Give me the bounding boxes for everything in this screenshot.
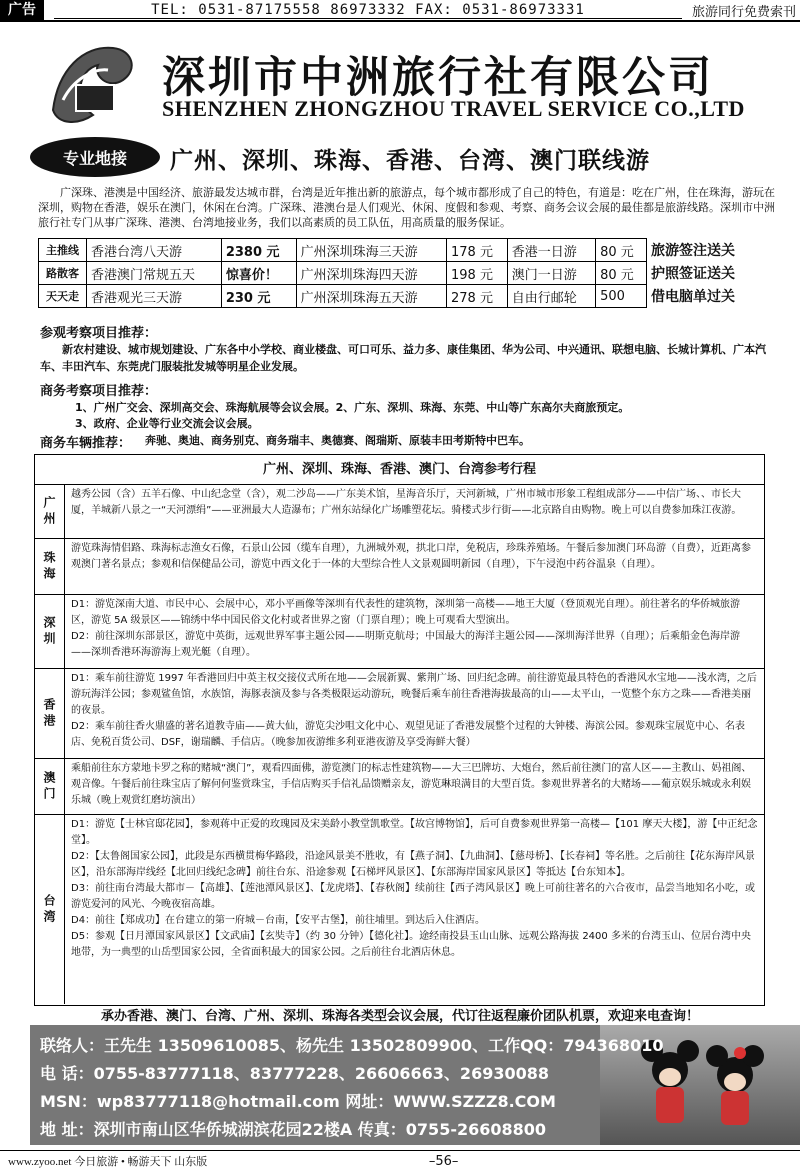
- contact-address: 地 址：深圳市南山区华侨城湖滨花园22楼A 传真：0755-26608800: [40, 1120, 547, 1139]
- itinerary-row-guangzhou: [35, 485, 764, 539]
- itinerary-row-shenzhen: [35, 595, 764, 669]
- tour-price: 惊喜价！: [221, 262, 296, 285]
- tour-price: 500: [596, 285, 647, 308]
- header-right-text: 旅游同行免费索刊: [691, 4, 796, 20]
- service-label: 借电脑单过关: [651, 289, 735, 305]
- itinerary-line: D1：乘车前往游览 1997 年香港回归中英主权交接仪式所在地——会展新翼、紫荆广场、回归纪念碑。前往游览最具特色的香港风水宝地——浅水湾，之后游玩海洋公园；参观鲨鱼馆，水族馆，海豚表演及参与各类极限运动游玩，晚餐后乘车前往香港海拔最高的山——太平山，一览整个东方之珠——香港美丽的夜景。: [71, 673, 757, 716]
- table-row: [39, 239, 758, 262]
- tour-price: 198 元: [447, 262, 508, 285]
- itinerary-line: D3：前往南台湾最大都市－【高雄】、【莲池潭风景区】、【龙虎塔】、【春秋阁】续前往【西子湾风景区】晚上可前往著名的六合夜市，品尝当地知名小吃，或游览爱河的风光、今晚夜宿高雄。: [71, 883, 756, 910]
- itinerary-row-zhuhai: [35, 539, 764, 595]
- tour-price: 278 元: [447, 285, 508, 308]
- tour-price: 178 元: [447, 239, 508, 262]
- city-label: 台湾: [35, 815, 65, 1004]
- itinerary-line: D2：乘车前往香火鼎盛的著名道教寺庙——黄大仙，游览尖沙咀文化中心、观望见证了香港发展整个过程的大钟楼、海滨公园。参观珠宝展览中心、名表店、免税百货公司、DSF，谢瑞麟、手信店。（晚参加夜游维多利亚港夜游及享受海鲜大餐）: [71, 721, 746, 748]
- page-number: –56–: [428, 1153, 459, 1169]
- tour-name: 广州深圳珠海五天游: [296, 285, 446, 308]
- tour-name: 香港台湾八天游: [87, 239, 222, 262]
- contact-msn-web: MSN：wp83777118@hotmail.com 网址：WWW.SZZZ8.COM: [40, 1092, 556, 1111]
- row-side-label: 天天走: [39, 285, 87, 308]
- table-row: [39, 285, 758, 308]
- tour-name: 广州深圳珠海三天游: [296, 239, 446, 262]
- vehicles-body: 奔驰、奥迪、商务别克、商务瑞丰、奥德赛、阁瑞斯、原装丰田考斯特中巴车。: [145, 434, 530, 447]
- header-contact: TEL: 0531-87175558 86973332 FAX: 0531-86973331: [54, 2, 682, 19]
- price-table: [38, 238, 758, 308]
- itinerary-desc: [65, 485, 764, 538]
- table-row: [39, 262, 758, 285]
- contact-panel: [30, 1025, 800, 1145]
- intro-paragraph: 广深珠、港澳是中国经济、旅游最发达城市群，台湾是近年推出新的旅游点，每个城市都形成了自己的特色，有道是：吃在广州，住在珠海，游玩在深圳，购物在香港，娱乐在澳门，休闲在台湾。广深珠、港澳台是人们观光、休闲、度假和参观、考察、商务会议会展的最佳都是旅游线路。深圳市中洲旅行社专门从事广深珠、港澳、台湾地接业务，我们以高素质的员工队伍，用高质量的服务保证。: [38, 186, 775, 229]
- footer: [0, 1150, 800, 1171]
- route-title: 广州、深圳、珠海、香港、台湾、澳门联线游: [170, 148, 650, 174]
- itinerary-box: [34, 454, 765, 1006]
- business-line-2: 3、政府、企业等行业交流会议会展。: [75, 417, 259, 430]
- itinerary-line: D2：【太鲁阁国家公园】，此段是东西横贯梅华路段，沿途风景美不胜收，有【燕子洞】、【九曲洞】、【慈母桥】、【长春祠】等名胜。之后前往【花东海岸风景区】，沿东部海岸线经【北回归线纪念碑】前往台东、沿途参观【石梯坪风景区】、【东部海岸国家风景区】等抵达【台东知本】。: [71, 851, 756, 878]
- tour-price: 80 元: [596, 239, 647, 262]
- tour-price: 2380 元: [221, 239, 296, 262]
- tour-price: 230 元: [221, 285, 296, 308]
- service-label: 护照签证送关: [651, 266, 735, 282]
- itinerary-title: 广州、深圳、珠海、香港、澳门、台湾参考行程: [35, 455, 764, 485]
- city-label: 香港: [35, 669, 65, 758]
- itinerary-line: 越秀公园（含）五羊石像、中山纪念堂（含），观二沙岛——广东美术馆，星海音乐厅，天河新城，广州市城市形象工程组成部分——中信广场、、市长大厦，羊城新八景之一“天河漂绢”——亚洲最大人造瀑布；广州东站绿化广场雕塑花坛。骑楼式步行街——北京路自由购物。晚上可以自费参加珠江夜游。: [71, 489, 742, 516]
- tour-name: 广州深圳珠海四天游: [296, 262, 446, 285]
- services-note: 承办香港、澳门、台湾、广州、深圳、珠海各类型会议会展，代订往返程廉价团队机票，欢迎来电查询！: [100, 1009, 699, 1024]
- itinerary-line: D1：游览深南大道、市民中心、会展中心，邓小平画像等深圳有代表性的建筑物，深圳第一高楼——地王大厦（登顶观光自理）。前往著名的华侨城旅游区，游览 5A 级景区——锦绣中华中国民俗文化村或者世界之窗（门票自理）；晚上可观看大型演出。: [71, 599, 741, 626]
- city-label: 珠海: [35, 539, 65, 594]
- specialty-badge: 专业地接: [30, 137, 160, 177]
- tour-price: 80 元: [596, 262, 647, 285]
- itinerary-desc: [65, 759, 764, 814]
- dragon-logo-icon: [38, 30, 148, 140]
- service-label: 旅游签注送关: [651, 243, 735, 259]
- itinerary-row-hongkong: [35, 669, 764, 759]
- company-name-cn: 深圳市中洲旅行社有限公司: [162, 53, 714, 103]
- business-heading: 商务考察项目推荐：: [40, 384, 158, 399]
- itinerary-row-macau: [35, 759, 764, 815]
- company-logo: [38, 30, 148, 140]
- tour-name: 香港观光三天游: [87, 285, 222, 308]
- itinerary-desc: [65, 595, 764, 668]
- itinerary-line: 乘船前往东方蒙地卡罗之称的赌城“澳门”，观看四面佛，游览澳门的标志性建筑物——大三巴牌坊、大炮台，然后前往澳门的富人区——主教山、妈祖阁、观音像。午餐后前往珠宝店了解何何鉴赏珠宝，手信店购买手信礼品馈赠亲友，游览琳琅满目的大型百货。参观世界著名的大赌场——葡京娱乐城或永利娱乐城（晚上观赏红磨坊演出）: [71, 763, 752, 806]
- ad-tag: 广告: [0, 0, 44, 20]
- tour-name: 澳门一日游: [507, 262, 595, 285]
- itinerary-desc: [65, 539, 764, 594]
- itinerary-line: D4：前往【郑成功】在台建立的第一府城－台南，【安平古堡】，前往埔里。到达后入住酒店。: [71, 915, 486, 926]
- itinerary-line: D2：前往深圳东部景区，游览中英街，远观世界军事主题公园——明斯克航母；中国最大的海洋主题公园——深圳海洋世界（自理）；后乘船金色海岸游——深圳香港环海游海上观光艇（自理）。: [71, 631, 741, 658]
- itinerary-line: 游览珠海情侣路、珠海标志渔女石像，石景山公园（缆车自理），九洲城外观，拱北口岸，免税店，珍珠养殖场。午餐后参加澳门环岛游（自费），近距离参观澳门著名景点；参观和信保健品公司，游览中西文化于一体的大型综合性人文景观圆明新园（自理），下午浸泡中药谷温泉（自理）。: [71, 543, 751, 570]
- contact-phone: 电 话：0755-83777118、83777228、26606663、26930088: [40, 1064, 549, 1083]
- vehicles-heading: 商务车辆推荐：: [40, 436, 132, 451]
- city-label: 澳门: [35, 759, 65, 814]
- tour-name: 香港澳门常规五天: [87, 262, 222, 285]
- business-line-1: 1、广州广交会、深圳高交会、珠海航展等会议会展。2、广东、深圳、珠海、东莞、中山等广东高尔夫商旅预定。: [75, 401, 630, 414]
- city-label: 深圳: [35, 595, 65, 668]
- row-side-label: 路散客: [39, 262, 87, 285]
- itinerary-line: D1：游览【士林官邸花园】，参观蒋中正爱的玫瑰园及宋美龄小教堂凯歌堂。【故宫博物馆】，后可自费参观世界第一高楼—【101 摩天大楼】，游【中正纪念堂】。: [71, 819, 758, 846]
- city-label: 广州: [35, 485, 65, 538]
- contact-person: 联络人：王先生 13509610085、杨先生 13502809900、工作QQ：794368010: [40, 1036, 664, 1055]
- inspection-heading: 参观考察项目推荐：: [40, 326, 158, 341]
- footer-site: www.zyoo.net 今日旅游 • 畅游天下 山东版: [8, 1156, 208, 1168]
- company-name-en: SHENZHEN ZHONGZHOU TRAVEL SERVICE CO.,LTD: [162, 96, 745, 121]
- itinerary-line: D5：参观【日月潭国家风景区】【文武庙】【玄奘寺】（约 30 分钟）【德化社】。途经南投县玉山山脉、远观公路海拔 2400 多米的台湾玉山、位居台湾中央地带，为一典型的山岳型国家公园，全省面积最大的国家公园。之后前往台北酒店休息。: [71, 931, 751, 958]
- itinerary-row-taiwan: [35, 815, 764, 1004]
- itinerary-desc: [65, 815, 764, 1004]
- itinerary-desc: [65, 669, 764, 758]
- inspection-body: 新农村建设、城市规划建设、广东各中小学校、商业楼盘、可口可乐、益力多、康佳集团、华为公司、中兴通讯、联想电脑、长城计算机、广本汽车、丰田汽车、东莞虎门服装批发城等明星企业发展。: [40, 343, 766, 373]
- tour-name: 自由行邮轮: [507, 285, 595, 308]
- header-bar: [0, 0, 800, 22]
- row-side-label: 主推线: [39, 239, 87, 262]
- tour-name: 香港一日游: [507, 239, 595, 262]
